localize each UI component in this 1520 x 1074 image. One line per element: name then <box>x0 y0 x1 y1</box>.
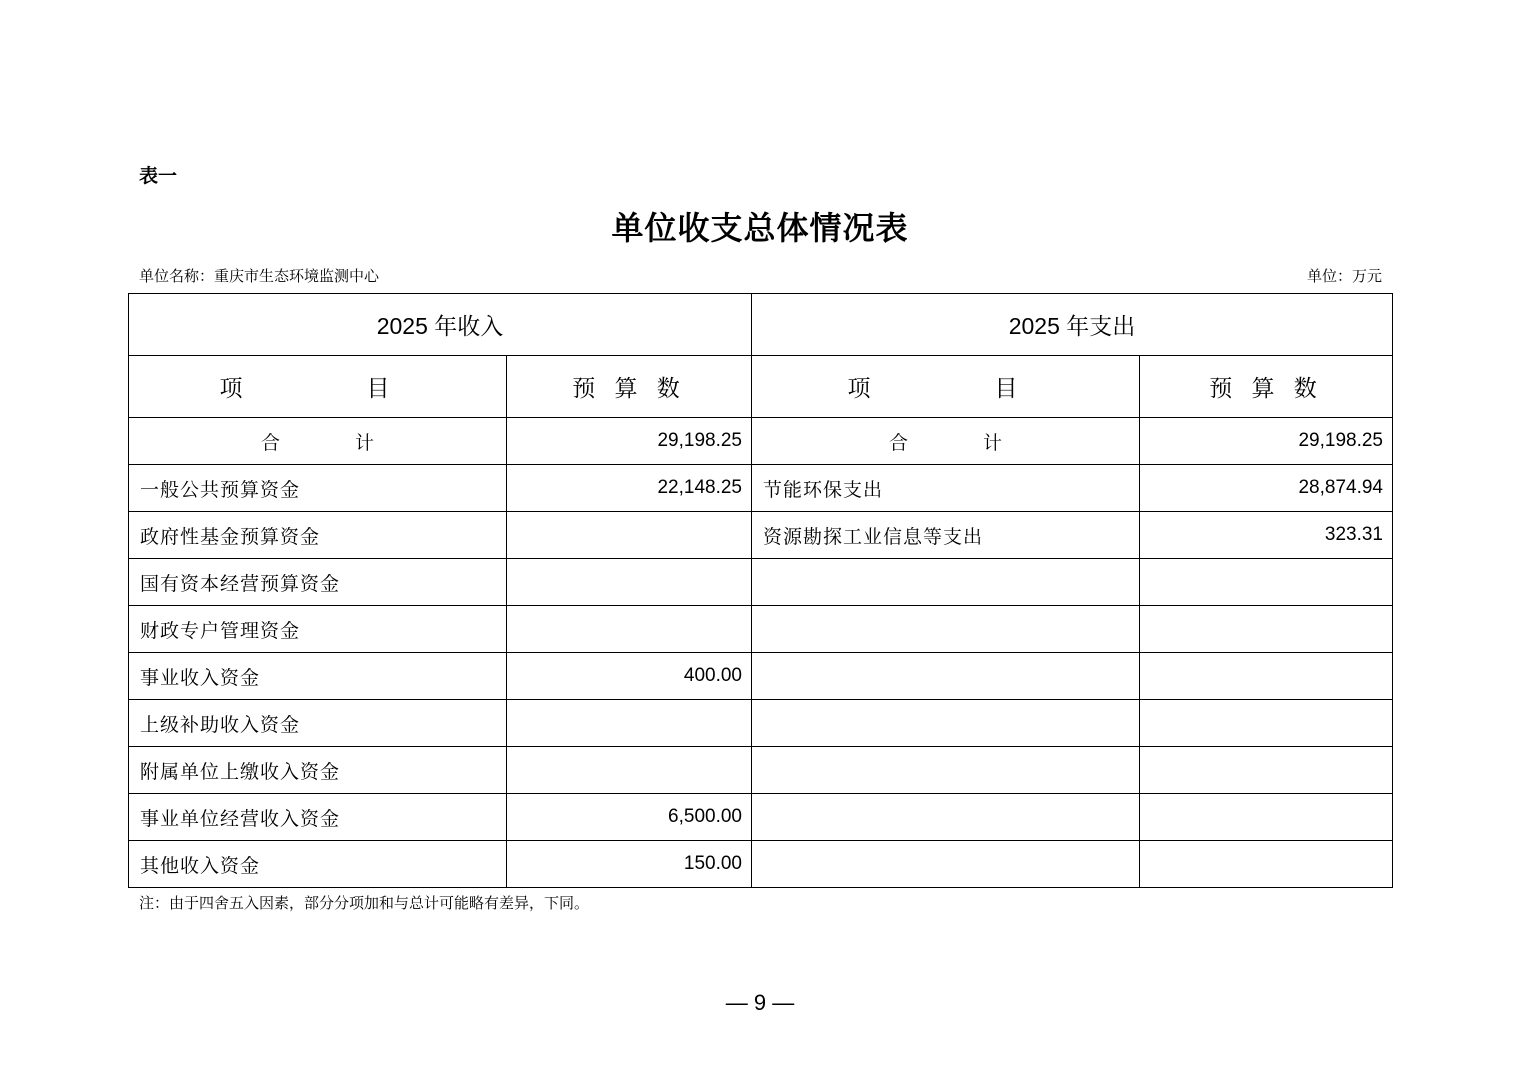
table-row <box>129 606 1393 653</box>
income-item-cell: 其他收入资金 <box>129 841 507 888</box>
table-row <box>129 841 1393 888</box>
table-row <box>129 512 1393 559</box>
expense-value-cell: 28,874.94 <box>1140 465 1393 512</box>
income-value-cell: 6,500.00 <box>507 794 752 841</box>
budget-table <box>128 293 1393 888</box>
table-row <box>129 559 1393 606</box>
income-item-cell: 一般公共预算资金 <box>129 465 507 512</box>
expense-item-cell <box>752 747 1140 794</box>
expense-value-cell <box>1140 606 1393 653</box>
income-item-cell: 上级补助收入资金 <box>129 700 507 747</box>
expense-value-cell <box>1140 794 1393 841</box>
income-value-cell <box>507 747 752 794</box>
year-header-row <box>129 294 1393 356</box>
income-total-label: 合 计 <box>129 418 507 465</box>
expense-item-header: 项 目 <box>752 356 1140 418</box>
page-number: — 9 — <box>725 990 795 1015</box>
expense-item-cell: 节能环保支出 <box>752 465 1140 512</box>
income-item-cell: 财政专户管理资金 <box>129 606 507 653</box>
expense-value-cell <box>1140 559 1393 606</box>
income-value-cell: 22,148.25 <box>507 465 752 512</box>
income-value-cell: 400.00 <box>507 653 752 700</box>
expense-item-cell <box>752 559 1140 606</box>
income-item-cell: 事业单位经营收入资金 <box>129 794 507 841</box>
expense-total-value: 29,198.25 <box>1140 418 1393 465</box>
income-value-cell <box>507 700 752 747</box>
table-row <box>129 794 1393 841</box>
expense-value-cell <box>1140 653 1393 700</box>
table-row <box>129 747 1393 794</box>
expense-item-cell <box>752 841 1140 888</box>
expense-budget-header: 预 算 数 <box>1140 356 1393 418</box>
page-title: 单位收支总体情况表 <box>611 209 909 247</box>
table-row <box>129 700 1393 747</box>
expense-value-cell: 323.31 <box>1140 512 1393 559</box>
expense-total-label: 合 计 <box>752 418 1140 465</box>
expense-item-cell <box>752 606 1140 653</box>
footnote: 注：由于四舍五入因素，部分分项加和与总计可能略有差异，下同。 <box>139 894 590 912</box>
income-item-header: 项 目 <box>129 356 507 418</box>
expense-item-cell <box>752 700 1140 747</box>
income-item-cell: 事业收入资金 <box>129 653 507 700</box>
expense-value-cell <box>1140 700 1393 747</box>
income-item-cell: 附属单位上缴收入资金 <box>129 747 507 794</box>
table-row <box>129 653 1393 700</box>
expense-item-cell <box>752 653 1140 700</box>
expense-value-cell <box>1140 841 1393 888</box>
income-value-cell <box>507 606 752 653</box>
total-row <box>129 418 1393 465</box>
income-value-cell: 150.00 <box>507 841 752 888</box>
expense-item-cell: 资源勘探工业信息等支出 <box>752 512 1140 559</box>
income-item-cell: 政府性基金预算资金 <box>129 512 507 559</box>
income-value-cell <box>507 559 752 606</box>
unit-name: 单位名称：重庆市生态环境监测中心 <box>139 267 380 285</box>
income-year-header: 2025 年收入 <box>129 294 752 356</box>
expense-value-cell <box>1140 747 1393 794</box>
income-total-value: 29,198.25 <box>507 418 752 465</box>
expense-item-cell <box>752 794 1140 841</box>
income-budget-header: 预 算 数 <box>507 356 752 418</box>
column-header-row <box>129 356 1393 418</box>
table-row <box>129 465 1393 512</box>
unit-label: 单位：万元 <box>1306 267 1382 285</box>
expense-year-header: 2025 年支出 <box>752 294 1393 356</box>
table-label: 表一 <box>139 165 178 187</box>
income-value-cell <box>507 512 752 559</box>
income-item-cell: 国有资本经营预算资金 <box>129 559 507 606</box>
